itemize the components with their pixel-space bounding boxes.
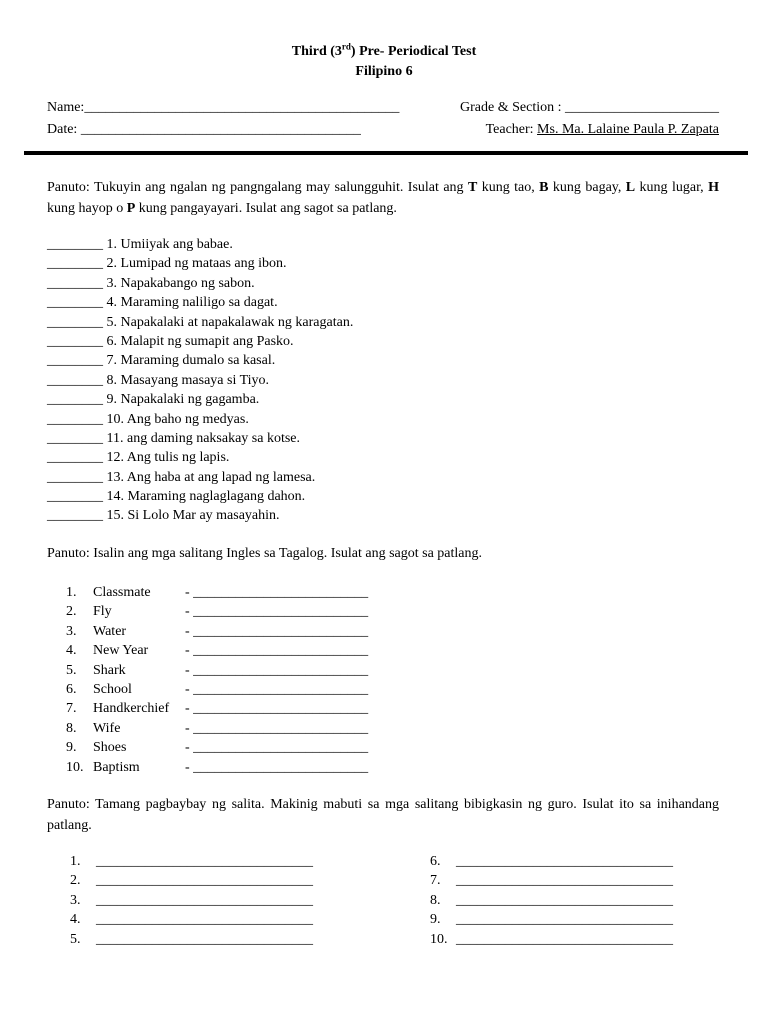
list-item[interactable]: ________ 1. Umiiyak ang babae. [47,237,233,252]
header-row-name [47,100,719,116]
header-divider [24,151,748,155]
key-tao: T [467,180,478,195]
key-pangyayari: P [126,201,136,216]
test-title [0,41,768,60]
list-item[interactable]: ________ 9. Napakalaki ng gagamba. [47,392,260,408]
list-item[interactable]: ________ 12. Ang tulis ng lapis. [47,450,230,466]
list-item[interactable]: 4. New Year - _________________________ [66,643,369,659]
section1-instruction: Panuto: Tukuyin ang ngalan ng pangngalang may salungguhit. Isulat ang T kung tao, B kung bagay, L kung lugar, H kung hayop o P kung pangayayari. Isulat ang sagot sa patlang. [47,180,719,216]
list-item[interactable]: 6. School - _________________________ [66,681,369,697]
list-item[interactable]: 1. Classmate - _________________________ [66,585,369,600]
list-item[interactable]: 2. Fly - _________________________ [66,604,369,620]
name-field[interactable]: Name:_____________________________________________ [47,100,400,115]
list-item[interactable]: 7. Handkerchief - _________________________ [66,701,369,717]
section2-list [66,583,368,777]
title-superscript: rd [341,41,351,52]
list-item[interactable]: ________ 14. Maraming naglaglagang dahon. [47,489,306,505]
section2-instruction: Panuto: Isalin ang mga salitang Ingles sa Tagalog. Isulat ang sagot sa patlang. [47,546,482,561]
list-item[interactable]: 9. _______________________________ [430,912,673,928]
teacher-name: Ms. Ma. Lalaine Paula P. Zapata [537,122,719,137]
list-item[interactable]: 9. Shoes - _________________________ [66,740,369,756]
list-item[interactable]: ________ 10. Ang baho ng medyas. [47,411,249,427]
section3-list-left [70,852,313,949]
list-item[interactable]: 8. _______________________________ [430,892,673,908]
list-item[interactable]: ________ 3. Napakabango ng sabon. [47,275,255,291]
title-text-post: ) Pre- Periodical Test [350,44,477,59]
list-item[interactable]: ________ 11. ang daming naksakay sa kotse. [47,430,300,446]
header-row-date [47,122,719,138]
list-item[interactable]: ________ 2. Lumipad ng mataas ang ibon. [47,256,287,272]
key-lugar: L [625,180,636,195]
list-item[interactable]: 7. _______________________________ [430,873,673,889]
list-item[interactable]: 3. Water - _________________________ [66,623,369,639]
list-item[interactable]: ________ 15. Si Lolo Mar ay masayahin. [47,508,280,524]
list-item[interactable]: 4. _______________________________ [70,912,313,928]
list-item[interactable]: ________ 4. Maraming naliligo sa dagat. [47,295,278,311]
list-item[interactable]: 5. Shark - _________________________ [66,662,369,678]
grade-section-field[interactable]: Grade & Section : ______________________ [460,100,719,115]
list-item[interactable]: 5. _______________________________ [70,931,313,947]
list-item[interactable]: 3. _______________________________ [70,892,313,908]
test-subtitle: Filipino 6 [355,64,413,79]
section3-list-right [430,852,673,949]
teacher-label: Teacher: [485,122,538,137]
list-item[interactable]: 8. Wife - _________________________ [66,720,369,736]
list-item[interactable]: 2. _______________________________ [70,873,313,889]
title-text-pre: Third (3 [291,44,342,59]
teacher-field [486,122,719,138]
section1-list [47,235,353,526]
list-item[interactable]: ________ 6. Malapit ng sumapit ang Pasko. [47,333,294,349]
list-item[interactable]: 10. _______________________________ [430,931,673,947]
key-bagay: B [539,180,549,195]
key-hayop: H [708,180,719,195]
list-item[interactable]: ________ 7. Maraming dumalo sa kasal. [47,353,276,369]
list-item[interactable]: ________ 8. Masayang masaya si Tiyo. [47,372,270,388]
list-item[interactable]: ________ 5. Napakalaki at napakalawak ng karagatan. [47,314,354,330]
list-item[interactable]: ________ 13. Ang haba at ang lapad ng lamesa. [47,469,316,485]
section3-instruction: Panuto: Tamang pagbaybay ng salita. Makinig mabuti sa mga salitang bibigkasin ng guro. Isulat ito sa inihandang patlang. [47,797,719,833]
list-item[interactable]: 10. Baptism - _________________________ [66,759,369,775]
list-item[interactable]: 1. _______________________________ [70,854,313,869]
date-field[interactable]: Date: ________________________________________ [47,122,361,137]
list-item[interactable]: 6. _______________________________ [430,854,673,869]
